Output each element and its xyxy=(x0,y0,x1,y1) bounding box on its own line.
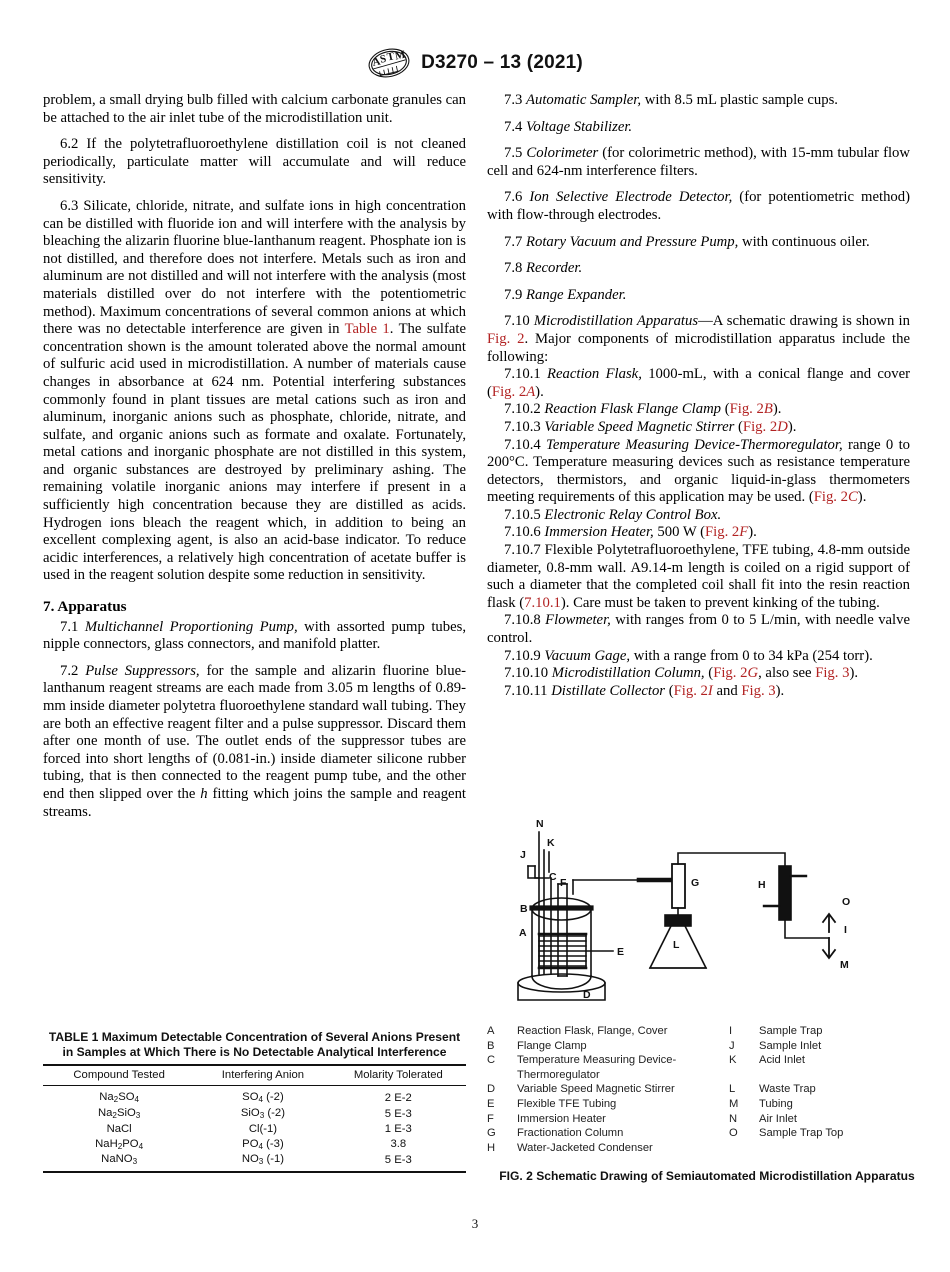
legend-key: A xyxy=(487,1025,495,1037)
xref-fig-3-b[interactable]: Fig. 3 xyxy=(741,682,776,699)
legend-item xyxy=(729,1082,927,1097)
left-column xyxy=(43,92,466,821)
clause-number-7-10-4: 7.10.4 xyxy=(504,436,547,453)
diagram-label-H: H xyxy=(758,879,766,891)
clause-number-7-10-5: 7.10.5 xyxy=(504,506,545,523)
paragraph-7-7 xyxy=(487,234,910,252)
cell-anion: Cl(-1) xyxy=(248,1122,278,1135)
diagram-label-E: E xyxy=(617,946,625,958)
svg-text:A: A xyxy=(371,55,382,69)
cell-compound: NaNO$_3$ xyxy=(101,1153,138,1167)
clause-title-7-8: Recorder. xyxy=(526,260,583,277)
cell-compound: NaCl xyxy=(106,1122,132,1135)
clause-body-7-10-4-part-b: ). xyxy=(857,489,867,506)
legend-key: I xyxy=(729,1025,733,1037)
legend-label: Flexible TFE Tubing xyxy=(517,1097,617,1110)
legend-item xyxy=(487,1024,729,1039)
xref-fig-2d-letter[interactable]: D xyxy=(777,418,788,435)
clause-number-7-7: 7.7 xyxy=(504,233,527,250)
clause-title-7-10-3: Variable Speed Magnetic Stirrer xyxy=(544,418,735,435)
legend-label: Air Inlet xyxy=(759,1112,797,1125)
legend-item xyxy=(487,1141,729,1156)
legend-key: J xyxy=(729,1039,735,1052)
table-col-compound: Compound Tested xyxy=(43,1065,195,1086)
clause-body-7-10-6-part-a: 500 W ( xyxy=(653,524,705,541)
diagram-label-J: J xyxy=(520,849,526,861)
clause-body-7-10-1-part-b: ). xyxy=(535,383,544,400)
clause-title-7-5: Colorimeter xyxy=(526,145,599,162)
clause-title-7-2: Pulse Suppressors, xyxy=(85,662,200,679)
cell-molarity: 1 E-3 xyxy=(384,1122,412,1135)
clause-number-7-10-10: 7.10.10 xyxy=(504,665,552,682)
cell-compound: $Na_2SO_4$ xyxy=(99,1091,140,1105)
clause-number-7-10-3: 7.10.3 xyxy=(504,418,545,435)
cell-anion: $PO_4$ (-3) xyxy=(242,1137,284,1151)
paragraph-7-10-5 xyxy=(487,507,910,525)
legend-item xyxy=(487,1126,729,1141)
section-heading-7: 7. Apparatus xyxy=(43,598,127,616)
clause-number-7-10-1: 7.10.1 xyxy=(504,366,548,383)
paragraph-7-2 xyxy=(43,663,466,821)
legend-key: L xyxy=(729,1083,736,1096)
paragraph-7-10-2 xyxy=(487,401,910,419)
legend-key: E xyxy=(487,1097,495,1110)
legend-item xyxy=(729,1112,927,1127)
paragraph-6-3-part-a: 6.3 Silicate, chloride, nitrate, and sulfate ions in high concentration can be distilled with fluoride ion and will interfere with the analysis by bleaching the alizarin fluorine blue-lanthanum reagent. Phosphate ion is not distilled, and therefore does not interfere. Metals such as iron and aluminum are not distilled and will not interfere with the analysis (most materials distilled over do not interfere with the potentiometric method). Maximum concentrations of several common anions at which there was no detectable interference are given in xyxy=(43,197,466,338)
clause-number-7-10-6: 7.10.6 xyxy=(504,524,545,541)
clause-title-7-10-2: Reaction Flask Flange Clamp xyxy=(544,401,722,418)
xref-fig-2f[interactable]: Fig. 2 xyxy=(705,524,740,541)
paragraph-7-3 xyxy=(487,92,910,110)
xref-fig-2c-letter[interactable]: C xyxy=(848,489,858,506)
paragraph-7-5 xyxy=(487,145,910,180)
legend-label: Water-Jacketed Condenser xyxy=(517,1141,653,1154)
paragraph-7-10-8 xyxy=(487,612,910,647)
clause-number-7-3: 7.3 xyxy=(504,92,527,108)
clause-body-7-10-6-part-b: ). xyxy=(748,524,757,541)
legend-key: H xyxy=(487,1141,496,1154)
clause-body-7-10-10-part-c: ). xyxy=(849,665,859,682)
clause-title-7-10: Microdistillation Apparatus xyxy=(533,313,699,330)
table-row xyxy=(43,1106,466,1122)
legend-item xyxy=(729,1024,927,1039)
clause-number-7-10: 7.10 xyxy=(504,313,534,330)
table-1-block xyxy=(43,1030,466,1173)
clause-body-7-10-3-part-a: ( xyxy=(734,418,743,435)
astm-logo-icon xyxy=(367,48,411,78)
legend-key: B xyxy=(487,1039,495,1052)
clause-body-7-5: (for colorimetric method), with 15-mm tubular flow cell and 624-nm interference filters. xyxy=(487,145,910,179)
xref-table-1[interactable]: Table 1 xyxy=(344,321,390,338)
clause-body-7-10-1-part-a: 1000-mL, with a conical flange and cover ( xyxy=(487,366,910,400)
legend-key: G xyxy=(487,1127,496,1140)
diagram-label-K: K xyxy=(547,837,555,849)
clause-body-7-3: with 8.5 mL plastic sample cups. xyxy=(641,92,838,108)
clause-title-7-6: Ion Selective Electrode Detector, xyxy=(529,189,733,206)
diagram-label-D: D xyxy=(583,989,591,1001)
clause-number-7-10-7: 7.10.7 xyxy=(504,542,545,559)
paragraph-7-6 xyxy=(487,189,910,224)
clause-number-7-10-11: 7.10.11 xyxy=(504,682,552,699)
clause-title-7-4: Voltage Stabilizer. xyxy=(526,118,633,135)
clause-title-7-10-1: Reaction Flask, xyxy=(547,366,642,383)
table-col-anion: Interfering Anion xyxy=(195,1065,330,1086)
table-1-title: TABLE 1 Maximum Detectable Concentration of Several Anions Present in Samples at Which There is No Detectable Analytical Interference xyxy=(48,1030,461,1059)
xref-fig-3-a[interactable]: Fig. 3 xyxy=(815,665,850,682)
legend-item xyxy=(487,1082,729,1097)
clause-number-7-4: 7.4 xyxy=(504,118,527,135)
paragraph-7-10-1 xyxy=(487,366,910,401)
svg-text:T: T xyxy=(385,50,396,64)
legend-column-right xyxy=(729,1024,927,1155)
clause-body-7-10-7-part-b: ). Care must be taken to prevent kinking of the tubing. xyxy=(560,594,880,611)
legend-label: Temperature Measuring Device-Thermoregulator xyxy=(517,1054,677,1081)
cell-molarity: 3.8 xyxy=(390,1138,407,1151)
clause-body-7-10-2-part-b: ). xyxy=(772,401,782,418)
clause-body-7-10-2-part-a: ( xyxy=(721,401,730,418)
legend-label: Flange Clamp xyxy=(517,1039,587,1052)
legend-item xyxy=(729,1126,927,1141)
table-row xyxy=(43,1152,466,1172)
clause-number-7-8: 7.8 xyxy=(504,260,527,277)
clause-body-7-10-10-part-b: , also see xyxy=(758,665,816,682)
diagram-label-O: O xyxy=(842,896,851,908)
clause-body-7-6: (for potentiometric method) with flow-through electrodes. xyxy=(487,189,910,223)
cell-compound: $Na_2SiO_3$ xyxy=(97,1107,141,1121)
clause-body-7-2-part-b: fitting which joins the sample and reagent streams. xyxy=(43,785,466,820)
diagram-label-L: L xyxy=(673,939,680,951)
cell-anion: $NO_3$ (-1) xyxy=(241,1153,285,1167)
clause-body-7-10-3-part-b: ). xyxy=(787,418,797,435)
xref-fig-2g-letter[interactable]: G xyxy=(747,665,759,682)
legend-label: Sample Trap Top xyxy=(759,1127,844,1140)
legend-label: Reaction Flask, Flange, Cover xyxy=(517,1025,668,1037)
xref-fig-2i-letter[interactable]: I xyxy=(707,682,713,699)
table-row xyxy=(43,1121,466,1136)
legend-item xyxy=(487,1112,729,1127)
svg-text:M: M xyxy=(393,48,407,63)
figure-2-block xyxy=(487,808,927,1184)
clause-body-7-10-11-part-a: ( xyxy=(665,682,674,699)
clause-number-7-2: 7.2 xyxy=(60,662,86,679)
clause-body-7-10-part-b: . Major components of microdistillation apparatus include the following: xyxy=(487,330,910,365)
xref-fig-2i[interactable]: Fig. 2 xyxy=(673,682,708,699)
clause-title-7-1: Multichannel Proportioning Pump, xyxy=(84,618,298,635)
legend-item xyxy=(487,1097,729,1112)
paragraph-7-10-4 xyxy=(487,437,910,507)
page-header xyxy=(0,48,950,78)
table-col-molarity: Molarity Tolerated xyxy=(331,1065,466,1086)
legend-key: O xyxy=(729,1127,738,1140)
paragraph-7-8 xyxy=(487,260,910,278)
clause-body-7-10-11-part-b: and xyxy=(712,682,742,699)
table-header-row xyxy=(43,1065,466,1086)
clause-body-7-10-10-part-a: ( xyxy=(704,665,714,682)
clause-number-7-1: 7.1 xyxy=(60,618,85,635)
paragraph-7-10-3 xyxy=(487,419,910,437)
table-body xyxy=(43,1086,466,1173)
legend-key: K xyxy=(729,1054,737,1067)
xref-fig-2c[interactable]: Fig. 2 xyxy=(813,489,848,506)
legend-label: Immersion Heater xyxy=(517,1112,606,1125)
xref-fig-2g[interactable]: Fig. 2 xyxy=(713,665,748,682)
clause-title-7-10-4: Temperature Measuring Device-Thermoregulator, xyxy=(546,436,843,453)
table-row xyxy=(43,1086,466,1106)
clause-body-7-2-part-a: for the sample and alizarin fluorine blue-lanthanum reagent streams are each made from 3.05 m lengths of 0.89-mm inside diameter polytetra fluoroethylene standard wall tubing. They are both an effective reagent filter and a pulse suppressor. Discard them after one month of use. The outlet ends of the suppressor tubes are forced into short lengths of (0.081-in.) inside diameter silicone rubber tubing, that is then connected to the reagent pump tube, and the other end then slipped over the xyxy=(43,662,467,802)
paragraph-7-10 xyxy=(487,313,910,366)
table-row xyxy=(43,1136,466,1152)
diagram-label-B: B xyxy=(520,903,528,915)
paragraph-6-1-continued: problem, a small drying bulb filled with calcium carbonate granules can be attached to the air inlet tube of the microdistillation unit. xyxy=(43,92,466,126)
diagram-label-C: C xyxy=(549,871,557,883)
legend-item xyxy=(487,1053,729,1082)
paragraph-6-2: 6.2 If the polytetrafluoroethylene distillation coil is not cleaned periodically, particulate matter will accumulate and will reduce sensitivity. xyxy=(43,136,466,188)
clause-title-7-10-8: Flowmeter, xyxy=(545,612,611,629)
table-1 xyxy=(43,1064,466,1173)
paragraph-6-3-part-b: . The sulfate concentration shown is the amount tolerated above the normal amount of sulfuric acid used in microdistillation. A number of materials cause changes in absorbance at 624 nm. Potential interfering substances commonly found in plant tissues are metal cations such as iron and aluminum, inorganic anions such as phosphate, chloride, nitrate, and sulfate, and organic anions such as formate and oxalate. Fortunately, metal cations and inorganic phosphate are not distilled in this system, and organic substances are destroyed by preliminary ashing. The remaining volatile inorganic anions may interfere if present in a sufficiently high concentration because they are distilled as acids. Hydrogen ions bleach the reagent which, in addition to being an excellent complexing agent, is also an acid-base indicator. To reduce acidic interferences, a relatively high concentration of acetate buffer is used in the reagent solution despite some reduction in sensitivity. xyxy=(43,321,466,584)
paragraph-6-3 xyxy=(43,198,466,585)
legend-label: Variable Speed Magnetic Stirrer xyxy=(517,1083,675,1096)
legend-key: C xyxy=(487,1054,496,1067)
clause-title-7-10-6: Immersion Heater, xyxy=(544,524,654,541)
diagram-label-G: G xyxy=(691,877,700,889)
figure-2-caption: FIG. 2 Schematic Drawing of Semiautomated Microdistillation Apparatus xyxy=(499,1169,915,1184)
legend-key: F xyxy=(487,1112,494,1125)
xref-fig-2a-letter[interactable]: A xyxy=(526,383,536,400)
paragraph-7-10-10 xyxy=(487,665,910,683)
paragraph-7-10-9 xyxy=(487,648,910,666)
legend-item xyxy=(729,1039,927,1054)
clause-number-7-10-2: 7.10.2 xyxy=(504,401,545,418)
cell-anion: SiO$_3$ (-2) xyxy=(240,1107,285,1121)
xref-fig-2f-letter[interactable]: F xyxy=(739,524,749,541)
clause-number-7-10-8: 7.10.8 xyxy=(504,612,546,629)
right-column xyxy=(487,92,910,700)
figure-2-diagram xyxy=(487,808,927,1013)
clause-title-7-3: Automatic Sampler, xyxy=(526,92,642,108)
clause-title-7-10-11: Distillate Collector xyxy=(551,682,666,699)
paragraph-7-10-11 xyxy=(487,683,910,701)
clause-number-7-9: 7.9 xyxy=(504,286,527,303)
clause-body-7-10-9: with a range from 0 to 34 kPa (254 torr). xyxy=(630,647,873,664)
clause-number-7-5: 7.5 xyxy=(504,145,527,162)
clause-body-7-1: with assorted pump tubes, nipple connectors, glass connectors, and manifold platter. xyxy=(43,618,466,653)
xref-fig-2b-letter[interactable]: B xyxy=(763,401,773,418)
legend-key: D xyxy=(487,1083,496,1096)
svg-text:S: S xyxy=(378,52,388,66)
legend-spacer xyxy=(729,1068,927,1083)
legend-item xyxy=(487,1039,729,1054)
cell-anion: $SO_4$ (-2) xyxy=(242,1091,284,1105)
paragraph-7-9 xyxy=(487,287,910,305)
legend-label: Waste Trap xyxy=(759,1083,816,1096)
paragraph-7-1 xyxy=(43,619,466,654)
xref-7-10-1[interactable]: 7.10.1 xyxy=(524,594,561,611)
legend-label: Tubing xyxy=(759,1097,793,1110)
xref-fig-2[interactable]: Fig. 2 xyxy=(487,330,525,347)
diagram-label-N: N xyxy=(536,818,544,830)
clause-body-7-2-italic-h: h xyxy=(200,785,208,802)
cell-compound: $NaH_2PO_4$ xyxy=(95,1137,144,1151)
document-designation: D3270 – 13 (2021) xyxy=(421,52,583,73)
clause-title-7-10-5: Electronic Relay Control Box. xyxy=(544,506,722,523)
legend-label: Acid Inlet xyxy=(759,1054,806,1067)
xref-fig-2b[interactable]: Fig. 2 xyxy=(729,401,764,418)
page-number: 3 xyxy=(471,1216,479,1231)
diagram-label-I: I xyxy=(844,924,847,936)
diagram-label-M: M xyxy=(840,959,849,971)
clause-body-7-7: with continuous oiler. xyxy=(738,233,870,250)
clause-body-7-10-8: with ranges from 0 to 5 L/min, with needle valve control. xyxy=(487,612,910,647)
legend-label: Sample Inlet xyxy=(759,1039,822,1052)
clause-number-7-6: 7.6 xyxy=(504,189,530,206)
legend-column-left xyxy=(487,1024,729,1155)
clause-title-7-7: Rotary Vacuum and Pressure Pump, xyxy=(526,233,739,250)
clause-title-7-10-9: Vacuum Gage, xyxy=(544,647,631,664)
legend-label: Sample Trap xyxy=(759,1025,823,1037)
paragraph-7-4 xyxy=(487,119,910,137)
clause-body-7-10-11-part-c: ). xyxy=(775,682,785,699)
xref-fig-2a[interactable]: Fig. 2 xyxy=(491,383,527,400)
clause-number-7-10-9: 7.10.9 xyxy=(504,647,545,664)
clause-body-7-10-part-a: —A schematic drawing is shown in xyxy=(698,313,910,330)
diagram-label-A: A xyxy=(519,927,527,939)
legend-label: Fractionation Column xyxy=(517,1127,624,1140)
clause-body-7-10-4-part-a: range 0 to 200°C. Temperature measuring devices such as resistance temperature detectors, thermistors, and organic liquid-in-glass thermometers meeting requirements of this application may be used. ( xyxy=(487,436,911,506)
paragraph-7-10-6 xyxy=(487,524,910,542)
legend-key: N xyxy=(729,1112,738,1125)
clause-title-7-9: Range Expander. xyxy=(526,286,627,303)
clause-body-7-10-7-part-a: Flexible Polytetrafluoroethylene, TFE tubing, 4.8-mm outside diameter, 0.8-mm wall. A9.14-m length is coiled on a rigid support of such a diameter that the completed coil shall fit into the resin reaction flask ( xyxy=(487,542,911,611)
cell-molarity: 5 E-3 xyxy=(384,1153,412,1166)
legend-item xyxy=(729,1053,927,1068)
legend-item xyxy=(729,1097,927,1112)
paragraph-7-10-7 xyxy=(487,542,910,612)
cell-molarity: 5 E-3 xyxy=(384,1107,412,1120)
clause-title-7-10-10: Microdistillation Column, xyxy=(551,665,705,682)
xref-fig-2d[interactable]: Fig. 2 xyxy=(742,418,778,435)
figure-2-legend xyxy=(487,1024,927,1155)
legend-key: M xyxy=(729,1097,739,1110)
cell-molarity: 2 E-2 xyxy=(384,1091,412,1104)
diagram-label-F: F xyxy=(560,877,567,889)
